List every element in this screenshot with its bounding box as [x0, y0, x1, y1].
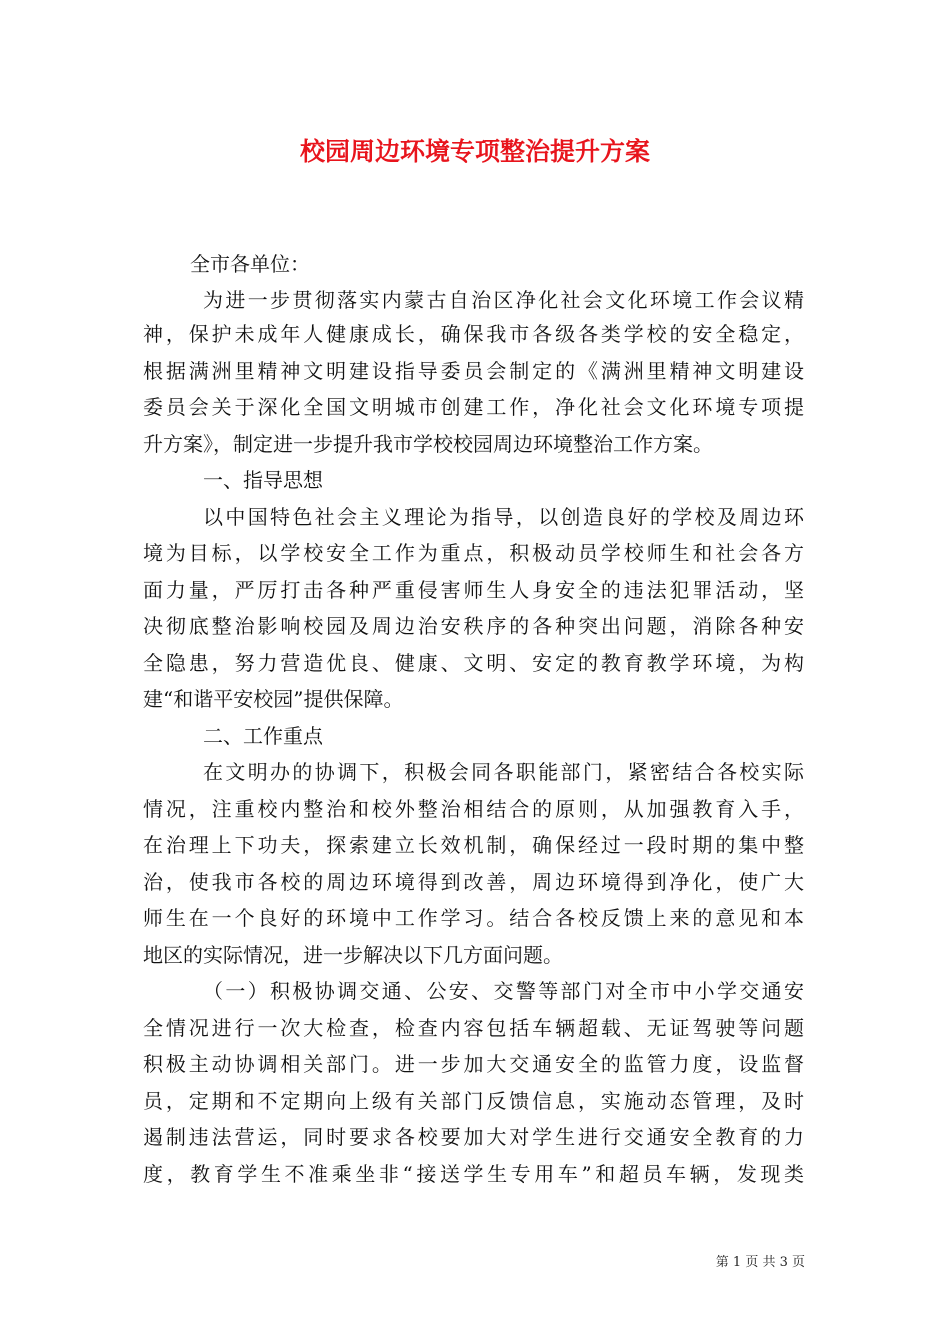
paragraph-line: 建“和谐平安校园”提供保障。 [143, 687, 404, 711]
paragraph-line: 以中国特色社会主义理论为指导，以创造良好的学校及周边环 [203, 505, 804, 529]
paragraph-line: 度，教育学生不准乘坐非“接送学生专用车”和超员车辆，发现类 [143, 1162, 804, 1186]
paragraph-line: 根据满洲里精神文明建设指导委员会制定的《满洲里精神文明建设 [143, 359, 804, 383]
section-heading: 二、工作重点 [203, 724, 323, 748]
paragraph-line: 神，保护未成年人健康成长，确保我市各级各类学校的安全稳定， [143, 322, 804, 346]
paragraph-line: 全隐患，努力营造优良、健康、文明、安定的教育教学环境，为构 [143, 651, 804, 675]
paragraph-line: 遏制违法营运，同时要求各校要加大对学生进行交通安全教育的力 [143, 1125, 804, 1149]
section-heading: 一、指导思想 [203, 468, 323, 492]
paragraph-line: 决彻底整治影响校园及周边治安秩序的各种突出问题，消除各种安 [143, 614, 804, 638]
paragraph-line: 面力量，严厉打击各种严重侵害师生人身安全的违法犯罪活动，坚 [143, 578, 804, 602]
paragraph-line: 委员会关于深化全国文明城市创建工作，净化社会文化环境专项提 [143, 395, 804, 419]
salutation-line: 全市各单位： [190, 252, 310, 276]
paragraph-line: 积极主动协调相关部门。进一步加大交通安全的监管力度，设监督 [143, 1052, 804, 1076]
paragraph-line: 治，使我市各校的周边环境得到改善，周边环境得到净化，使广大 [143, 870, 804, 894]
paragraph-line: 境为目标，以学校安全工作为重点，积极动员学校师生和社会各方 [143, 541, 804, 565]
page-number-footer: 第 1 页 共 3 页 [715, 1255, 805, 1270]
paragraph-line: 师生在一个良好的环境中工作学习。结合各校反馈上来的意见和本 [143, 906, 804, 930]
paragraph-line: （一）积极协调交通、公安、交警等部门对全市中小学交通安 [203, 979, 804, 1003]
document-title: 校园周边环境专项整治提升方案 [299, 137, 650, 166]
paragraph-line: 员，定期和不定期向上级有关部门反馈信息，实施动态管理，及时 [143, 1089, 804, 1113]
paragraph-line: 在文明办的协调下，积极会同各职能部门，紧密结合各校实际 [203, 760, 804, 784]
paragraph-line: 在治理上下功夫，探索建立长效机制，确保经过一段时期的集中整 [143, 833, 804, 857]
paragraph-line: 情况，注重校内整治和校外整治相结合的原则，从加强教育入手， [143, 797, 804, 821]
paragraph-line: 为进一步贯彻落实内蒙古自治区净化社会文化环境工作会议精 [203, 288, 804, 312]
paragraph-line: 全情况进行一次大检查，检查内容包括车辆超载、无证驾驶等问题 [143, 1016, 804, 1040]
paragraph-line: 升方案》，制定进一步提升我市学校校园周边环境整治工作方案。 [143, 432, 713, 456]
paragraph-line: 地区的实际情况，进一步解决以下几方面问题。 [143, 943, 563, 967]
